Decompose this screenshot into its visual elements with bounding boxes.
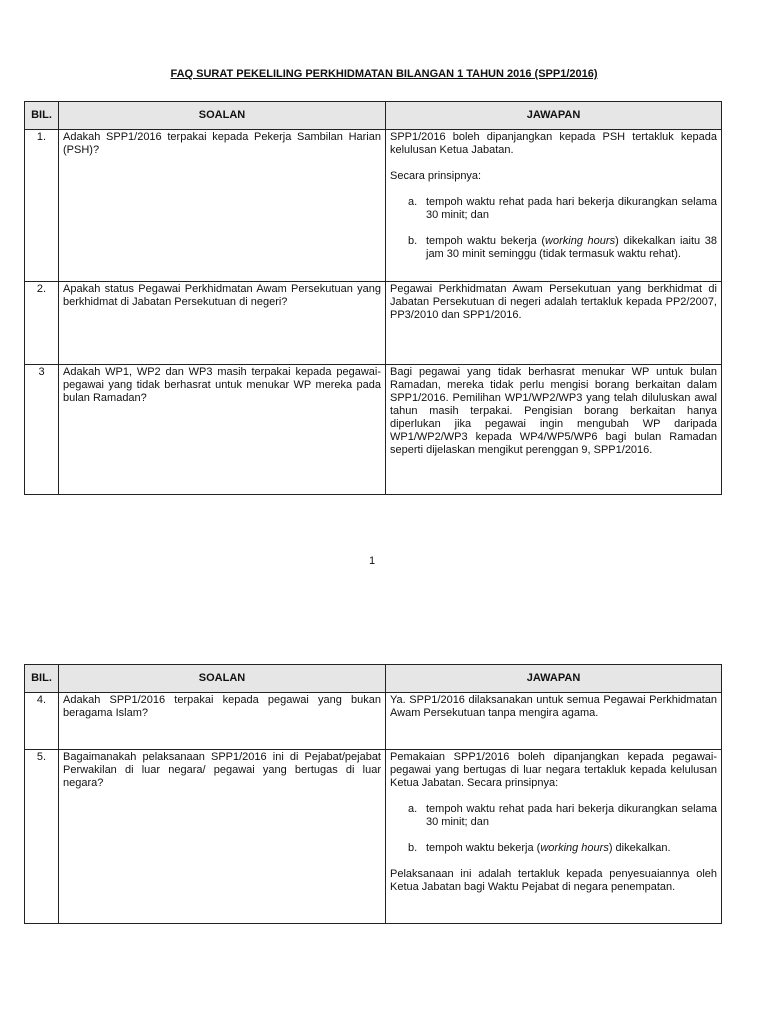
row-number: 5. [25,750,59,924]
table-header-row [25,665,722,693]
list-marker: b. [408,235,418,247]
table-header-row [25,102,722,130]
question-cell: Adakah SPP1/2016 terpakai kepada pegawai yang bukan beragama Islam? [59,693,386,750]
list-item-text: tempoh waktu bekerja ( [426,842,541,854]
question-cell: Bagaimanakah pelaksanaan SPP1/2016 ini di Pejabat/pejabat Perwakilan di luar negara/ pegawai yang bertugas di luar negara? [59,750,386,924]
answer-cell: Ya. SPP1/2016 dilaksanakan untuk semua Pegawai Perkhidmatan Awam Persekutuan tanpa mengira agama. [386,693,722,750]
table-row [25,365,722,495]
list-item [408,235,717,261]
page-number: 1 [368,555,376,567]
answer-paragraph: SPP1/2016 boleh dipanjangkan kepada PSH tertakluk kepada kelulusan Ketua Jabatan. [390,131,717,156]
answer-paragraph: Pemakaian SPP1/2016 boleh dipanjangkan kepada pegawai-pegawai yang bertugas di luar negara tertakluk kepada kelulusan Ketua Jabatan. Secara prinsipnya: [390,751,717,789]
question-cell: Adakah SPP1/2016 terpakai kepada Pekerja Sambilan Harian (PSH)? [59,130,386,282]
answer-list [390,803,717,855]
list-item-emphasis: working hours [545,235,616,247]
header-jawapan: JAWAPAN [386,665,722,693]
table-row [25,130,722,282]
answer-cell [386,130,722,282]
answer-cell: Pegawai Perkhidmatan Awam Persekutuan yang berkhidmat di Jabatan Persekutuan di negeri adalah tertakluk kepada PP2/2007, PP3/2010 dan SPP1/2016. [386,282,722,365]
list-item [408,196,717,222]
list-item [408,803,717,829]
list-item-text: tempoh waktu rehat pada hari bekerja dikurangkan selama 30 minit; dan [426,803,717,828]
header-bil: BIL. [25,665,59,693]
list-item-text: tempoh waktu bekerja ( [426,235,546,247]
list-item-text: ) dikekalkan iaitu 38 jam 30 minit seminggu (tidak termasuk waktu rehat). [426,235,717,260]
answer-list [390,196,717,261]
table-row [25,693,722,750]
question-cell: Adakah WP1, WP2 dan WP3 masih terpakai kepada pegawai-pegawai yang tidak berhasrat untuk menukar WP mereka pada bulan Ramadan? [59,365,386,495]
table-row [25,282,722,365]
header-soalan: SOALAN [59,665,386,693]
header-soalan: SOALAN [59,102,386,130]
row-number: 3 [25,365,59,495]
header-jawapan: JAWAPAN [386,102,722,130]
answer-paragraph: Secara prinsipnya: [390,170,482,182]
list-item-emphasis: working hours [540,842,609,854]
question-cell: Apakah status Pegawai Perkhidmatan Awam Persekutuan yang berkhidmat di Jabatan Persekutuan di negeri? [59,282,386,365]
row-number: 1. [25,130,59,282]
list-item-text: tempoh waktu rehat pada hari bekerja dikurangkan selama 30 minit; dan [426,196,717,221]
list-item [408,842,717,855]
table-row [25,750,722,924]
faq-table-page-1 [24,101,722,495]
list-marker: a. [408,196,418,208]
list-marker: b. [408,842,418,854]
answer-cell [386,750,722,924]
document-title: FAQ SURAT PEKELILING PERKHIDMATAN BILANGAN 1 TAHUN 2016 (SPP1/2016) [170,68,598,80]
faq-table-page-2 [24,664,722,924]
header-bil: BIL. [25,102,59,130]
list-marker: a. [408,803,418,815]
list-item-text: ) dikekalkan. [608,842,671,854]
row-number: 4. [25,693,59,750]
answer-paragraph: Pelaksanaan ini adalah tertakluk kepada penyesuaiannya oleh Ketua Jabatan bagi Waktu Pejabat di negara penempatan. [390,868,717,893]
row-number: 2. [25,282,59,365]
answer-cell: Bagi pegawai yang tidak berhasrat menukar WP untuk bulan Ramadan, mereka tidak perlu mengisi borang berkaitan dalam SPP1/2016. Pemilihan WP1/WP2/WP3 yang telah diluluskan awal tahun masih terpakai. Pengisian borang berkaitan hanya diperlukan jika pegawai ingin mengubah WP daripada WP1/WP2/WP3 kepada WP4/WP5/WP6 bagi bulan Ramadan seperti dijelaskan mengikut perenggan 9, SPP1/2016. [386,365,722,495]
